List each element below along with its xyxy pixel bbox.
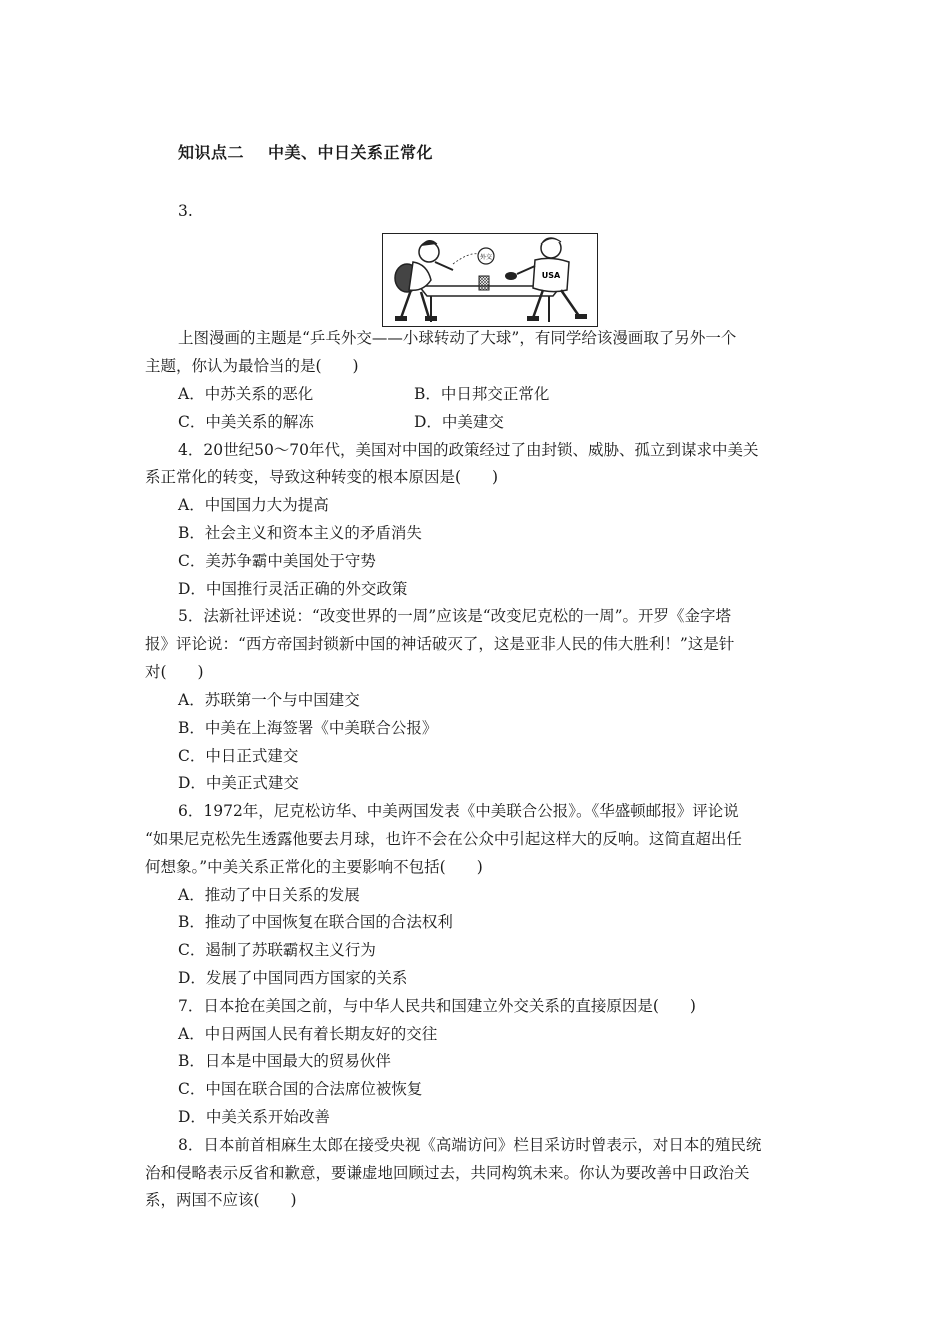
right-player-shoe-1 — [527, 316, 539, 321]
q4-stem-line2: 系正常化的转变，导致这种转变的根本原因是( ) — [145, 468, 499, 486]
cartoon-illustration — [383, 234, 597, 326]
q7-option-c: C．中国在联合国的合法席位被恢复 — [178, 1080, 423, 1098]
right-player-arm — [517, 266, 535, 274]
q6-option-b: B．推动了中国恢复在联合国的合法权利 — [178, 913, 453, 931]
q3-number: 3. — [178, 202, 193, 220]
q3-stem-line1: 上图漫画的主题是“乒乓外交——小球转动了大球”，有同学给该漫画取了另外一个 — [178, 329, 737, 347]
q4-option-c: C．美苏争霸中美国处于守势 — [178, 552, 376, 570]
ball-trajectory — [453, 254, 478, 264]
q8-stem-line1: 8．日本前首相麻生太郎在接受央视《高端访问》栏目采访时曾表示，对日本的殖民统 — [178, 1136, 762, 1154]
ping-pong-diplomacy-cartoon — [382, 233, 598, 327]
q7-option-d: D．中美关系开始改善 — [178, 1108, 330, 1126]
q3-stem-line2: 主题，你认为最恰当的是( ) — [145, 357, 359, 375]
left-player-shoe-2 — [425, 316, 437, 321]
section-heading-number: 知识点二 — [178, 143, 245, 162]
q7-stem-line1: 7．日本抢在美国之前，与中华人民共和国建立外交关系的直接原因是( ) — [178, 997, 696, 1015]
q4-option-a: A．中国国力大为提高 — [178, 496, 329, 514]
left-player-shoe-1 — [395, 316, 407, 321]
q8-stem-line2: 治和侵略表示反省和歉意，要谦虚地回顾过去，共同构筑未来。你认为要改善中日政治关 — [145, 1164, 750, 1182]
q5-option-d: D．中美正式建交 — [178, 774, 299, 792]
q4-stem-line1: 4．20世纪50～70年代，美国对中国的政策经过了由封锁、威胁、孤立到谋求中美关 — [178, 441, 759, 459]
q3-option-c: C．中美关系的解冻 — [178, 413, 314, 431]
right-player-paddle — [505, 272, 517, 280]
q5-stem-line3: 对( ) — [145, 663, 204, 681]
q5-option-a: A．苏联第一个与中国建交 — [178, 691, 360, 709]
section-heading — [178, 140, 433, 163]
shirt-label: USA — [541, 271, 561, 280]
q7-option-b: B．日本是中国最大的贸易伙伴 — [178, 1052, 391, 1070]
q3-option-b: B．中日邦交正常化 — [414, 385, 550, 403]
q6-stem-line3: 何想象。”中美关系正常化的主要影响不包括( ) — [145, 858, 483, 876]
left-player-arm — [435, 262, 453, 270]
table-net — [479, 276, 489, 290]
q4-option-b: B．社会主义和资本主义的矛盾消失 — [178, 524, 422, 542]
right-player-shoe-2 — [575, 314, 587, 319]
section-heading-title: 中美、中日关系正常化 — [268, 143, 434, 162]
q5-stem-line1: 5．法新社评述说：“改变世界的一周”应该是“改变尼克松的一周”。开罗《金字塔 — [178, 607, 732, 625]
q5-stem-line2: 报》评论说：“西方帝国封锁新中国的神话破灭了，这是亚非人民的伟大胜利！”这是针 — [145, 635, 735, 653]
q7-option-a: A．中日两国人民有着长期友好的交往 — [178, 1025, 438, 1043]
q3-option-d: D．中美建交 — [414, 413, 504, 431]
q6-option-a: A．推动了中日关系的发展 — [178, 886, 360, 904]
q6-stem-line1: 6．1972年，尼克松访华、中美两国发表《中美联合公报》。《华盛顿邮报》评论说 — [178, 802, 739, 820]
q8-stem-line3: 系，两国不应该( ) — [145, 1191, 297, 1209]
q6-option-c: C．遏制了苏联霸权主义行为 — [178, 941, 376, 959]
ball-label: 外交 — [479, 254, 493, 261]
q4-option-d: D．中国推行灵活正确的外交政策 — [178, 580, 408, 598]
q6-stem-line2: “如果尼克松先生透露他要去月球，也许不会在公众中引起这样大的反响。这简直超出任 — [145, 830, 742, 848]
q6-option-d: D．发展了中国同西方国家的关系 — [178, 969, 408, 987]
q5-option-c: C．中日正式建交 — [178, 747, 299, 765]
q5-option-b: B．中美在上海签署《中美联合公报》 — [178, 719, 438, 737]
q3-option-a: A．中苏关系的恶化 — [178, 385, 314, 403]
